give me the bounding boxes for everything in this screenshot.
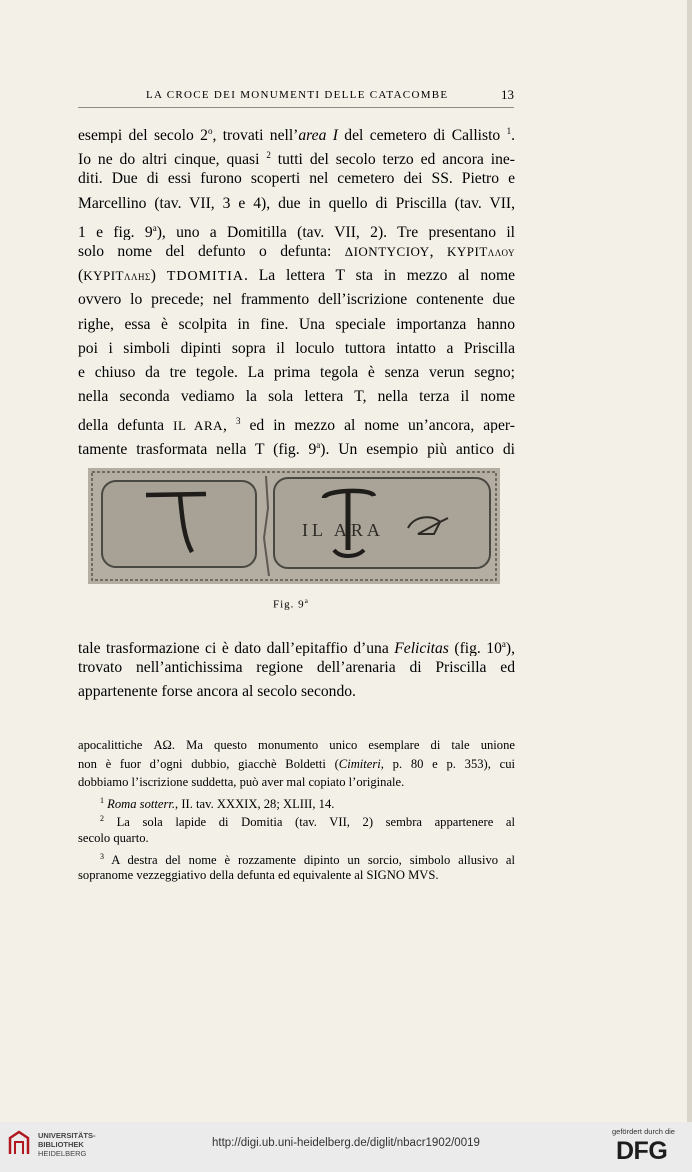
- footnote-1: $^1$ Roma sotterr., II. tav. XXXIX, 28; XLIII, 14.: [100, 795, 335, 811]
- text-line: nella seconda vediamo la sola lettera T, nella terza il nome: [78, 388, 515, 406]
- text-line: righe, essa è scolpita in fine. Una speciale importanza hanno: [78, 315, 515, 333]
- text-line: ovvero lo precede; nel frammento dell’iscrizione contenente due: [78, 291, 515, 309]
- figure-caption: Fig. 9$^a$: [273, 597, 309, 611]
- running-title: LA CROCE DEI MONUMENTI DELLE CATACOMBE: [146, 89, 449, 101]
- inscription-text: IL ARA: [302, 520, 384, 540]
- text-line: e chiuso da tre tegole. La prima tegola è senza verun segno;: [78, 363, 515, 381]
- greek-inscription: ΚΥΡΙΤλλου: [447, 243, 515, 259]
- sponsor-text: gefördert durch die: [612, 1127, 675, 1136]
- text-line: (ΚΥΡΙΤλλης) TDOMITIA. La lettera T sta in mezzo al nome: [78, 267, 515, 285]
- text-line: tale trasformazione ci è dato dall’epitaffio d’una Felicitas (fig. 10$^a$),: [78, 639, 515, 657]
- footnote-3-cont: sopranome vezzeggiativo della defunta ed equivalente al SIGNO MVS.: [78, 868, 439, 883]
- footnote-2: $^2$ La sola lapide di Domitia (tav. VII, 2) sembra appartenere al: [100, 814, 515, 829]
- paragraph-2: [78, 632, 515, 705]
- footnote-line: apocalittiche ΑΩ. Ma questo monumento unico esemplare di tale unione: [78, 738, 515, 752]
- text-line: appartenente forse ancora al secolo secondo.: [78, 683, 356, 701]
- text-line: trovato nell’antichissima regione dell’arenaria di Priscilla ed: [78, 659, 515, 677]
- paragraph-1: [78, 119, 515, 458]
- greek-inscription: ΔΙΟΝΤΥCΙΟΥ: [344, 243, 430, 259]
- university-library-logo-icon: [8, 1130, 30, 1156]
- footnote-line: dobbiamo l’iscrizione suddetta, può aver mal copiato l’originale.: [78, 775, 405, 790]
- tile-illustration: [88, 468, 500, 584]
- header-rule: [78, 107, 514, 108]
- latin-inscription: TDOMITIA: [166, 269, 245, 285]
- footnote-2-cont: secolo quarto.: [78, 830, 149, 845]
- footnote-3: $^3$ A destra del nome è rozzamente dipinto un sorcio, simbolo allusivo al: [100, 851, 515, 867]
- institution-name: UNIVERSITÄTS- BIBLIOTHEK HEIDELBERG: [38, 1131, 96, 1158]
- text-line: diti. Due di essi furono scoperti nel cemetero dei SS. Pietro e: [78, 170, 515, 188]
- source-url-link[interactable]: http://digi.ub.uni-heidelberg.de/diglit/nbacr1902/0019: [212, 1137, 480, 1149]
- dfg-logo: DFG: [616, 1137, 668, 1165]
- page-number: 13: [501, 87, 514, 102]
- page-edge: [687, 0, 692, 1122]
- text-line: solo nome del defunto o defunta: ΔΙΟΝΤΥCΙΟΥ, ΚΥΡΙΤλλου: [78, 242, 515, 260]
- text-line: tamente trasformata nella T (fig. 9$^a$). Un esempio più antico di: [78, 440, 515, 458]
- footnotes: [78, 736, 515, 885]
- footnote-line: non è fuor d’ogni dubbio, giacchè Boldetti (Cimiteri, p. 80 e p. 353), cui: [78, 756, 515, 771]
- text-line: Marcellino (tav. VII, 3 e 4), due in quello di Priscilla (tav. VII,: [78, 194, 515, 212]
- greek-inscription: ΚΥΡΙΤλλης: [83, 268, 151, 284]
- text-line: 1 e fig. 9$^a$), uno a Domitilla (tav. VII, 2). Tre presentano il: [78, 222, 515, 240]
- running-head: [78, 89, 514, 105]
- text-line: della defunta IL ARA, $^3$ ed in mezzo al nome un’ancora, aper-: [78, 416, 515, 434]
- text-line: esempi del secolo 2$^o$, trovati nell’area I del cemetero di Callisto $^1$.: [78, 126, 515, 144]
- latin-inscription: IL ARA: [173, 418, 224, 434]
- text-line: Io ne do altri cinque, quasi $^2$ tutti del secolo terzo ed ancora ine-: [78, 150, 515, 168]
- figure-9a-tiles: [88, 468, 500, 584]
- text-line: poi i simboli dipinti sopra il loculo tuttora intatto a Priscilla: [78, 339, 515, 357]
